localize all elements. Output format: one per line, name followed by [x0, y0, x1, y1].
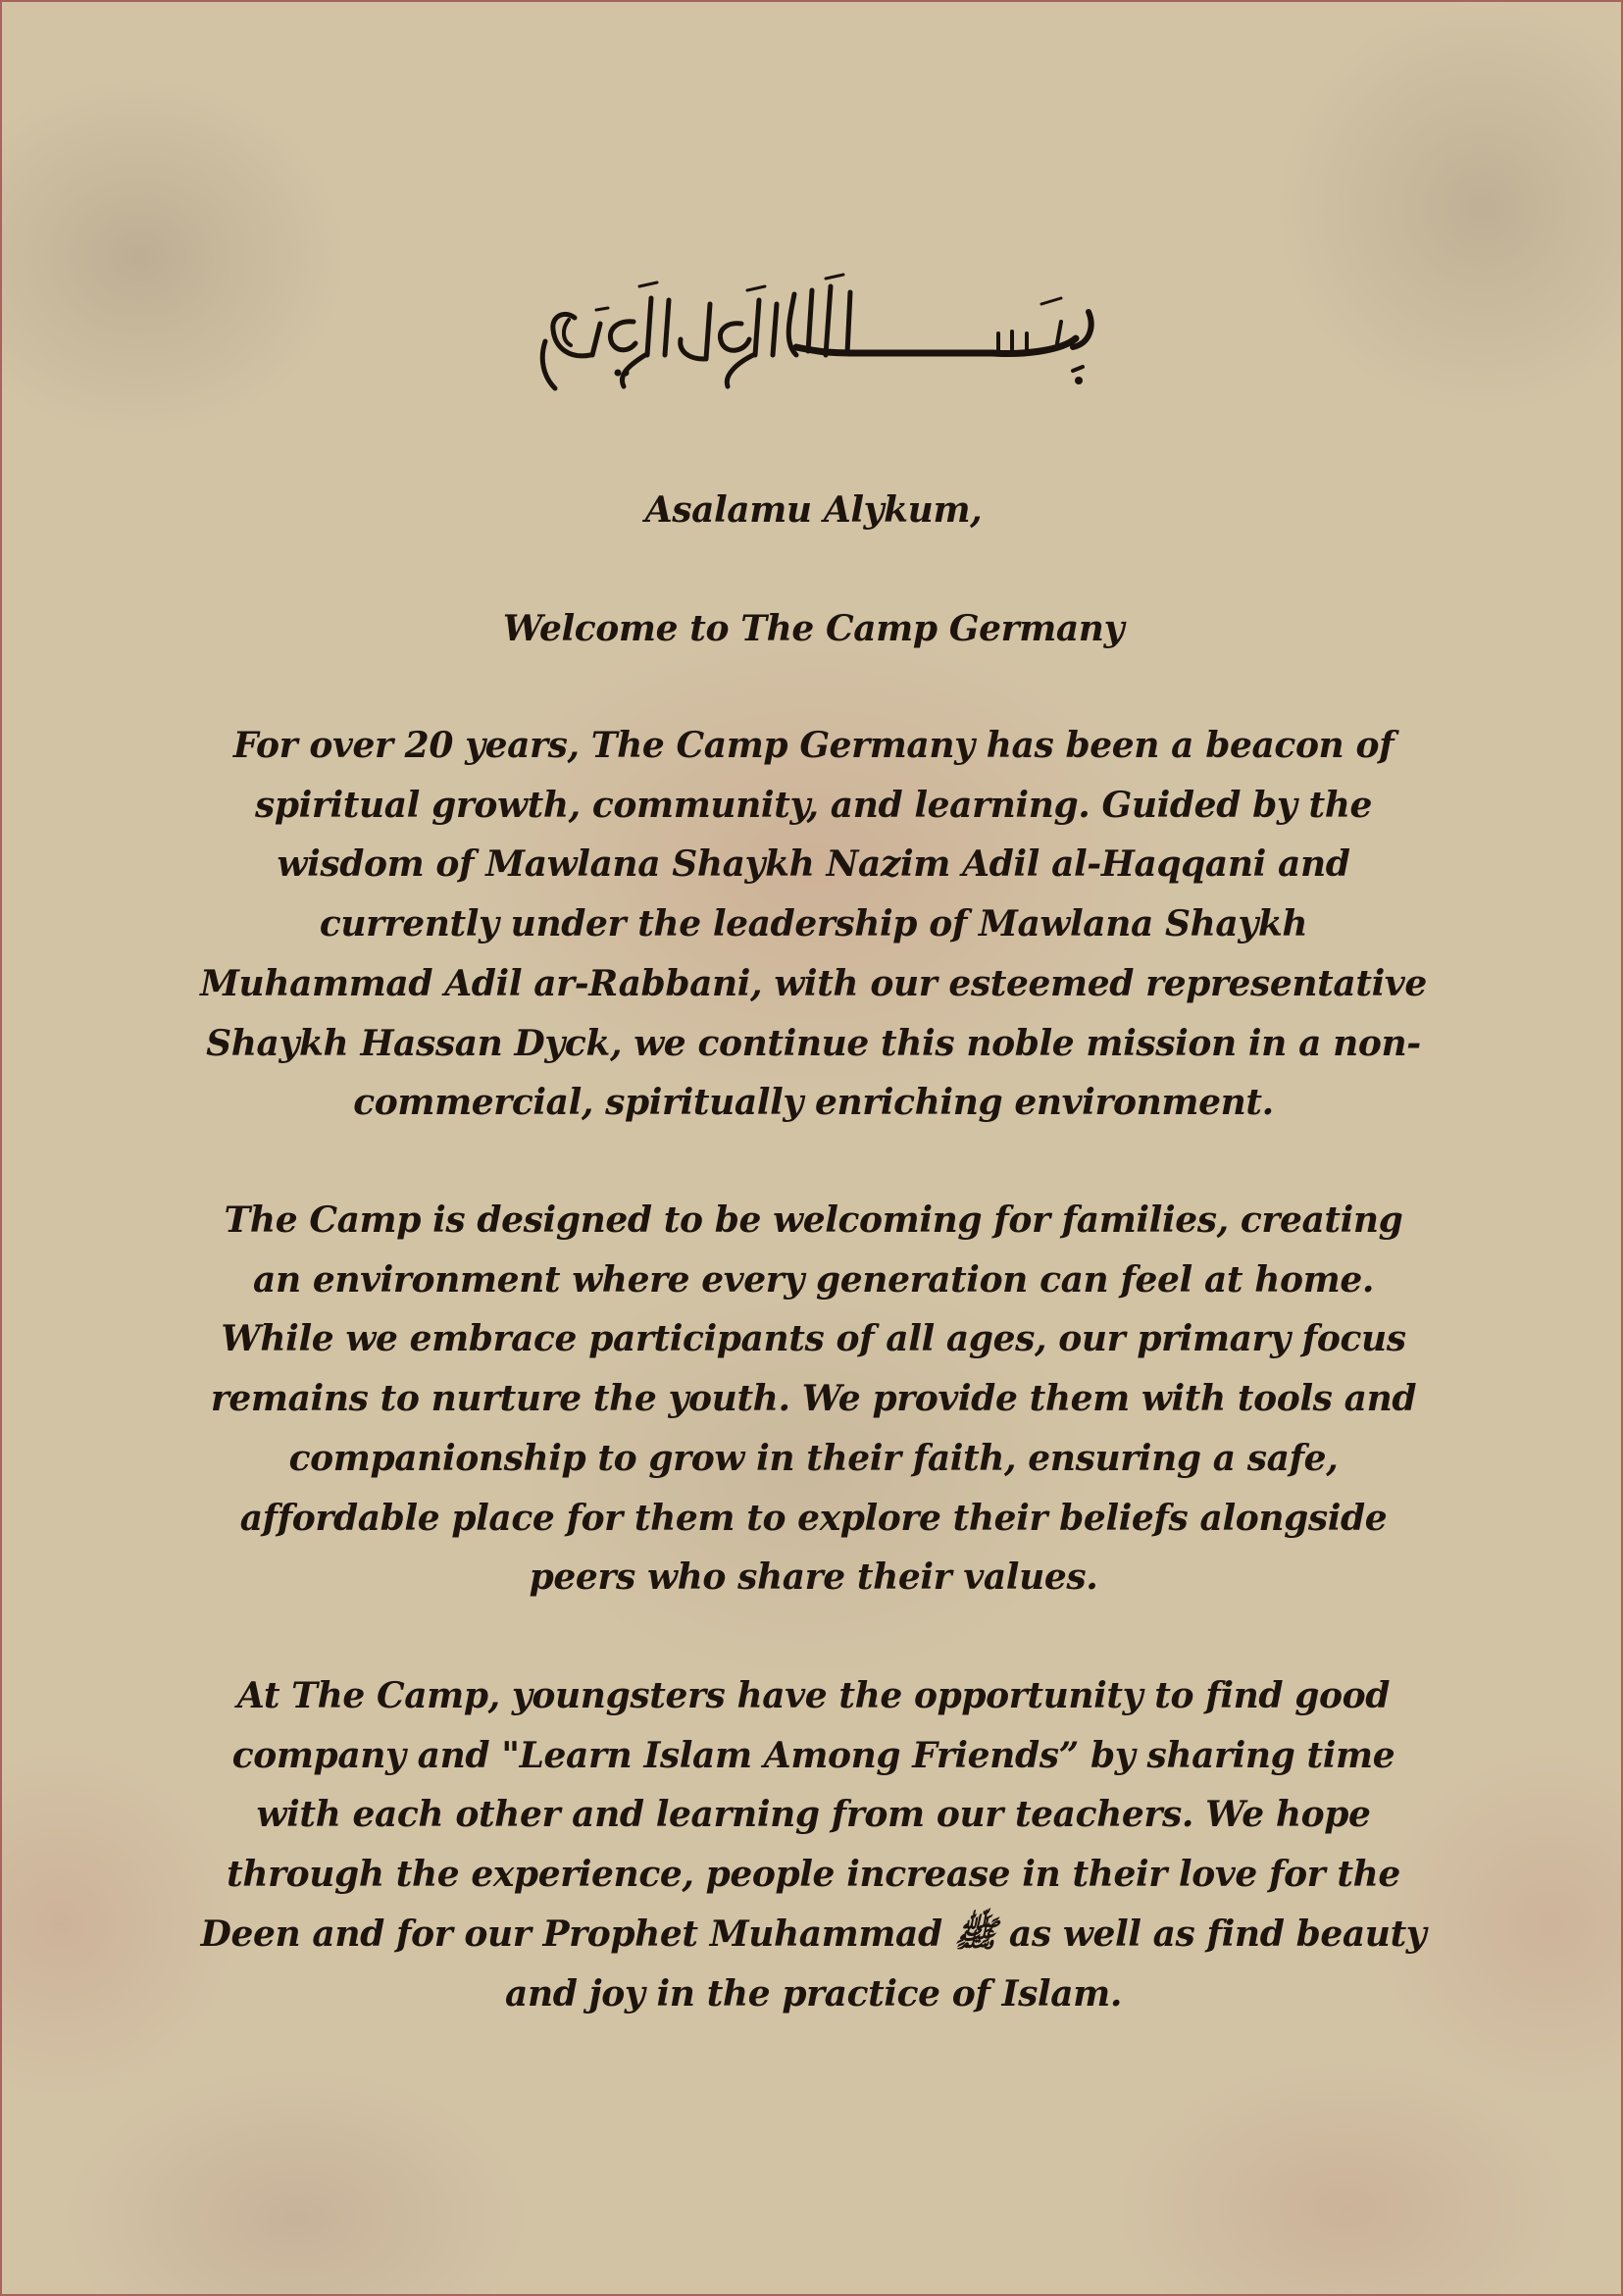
paragraph-history: For over 20 years, The Camp Germany has been a beacon of spiritual growth, community, and learning. Guided by the wisdom of Mawlana Shaykh Nazim Adil al-Haqqani and currently under the leadership of Mawlana Shaykh Muhammad Adil ar-Rabbani, with our esteemed representative Shaykh Hassan Dyck, we continue this noble mission in a non-commercial, spiritually enriching environment.: [200, 725, 1427, 1124]
paragraph-families: The Camp is designed to be welcoming for families, creating an environment where every generation can feel at home. While we embrace participants of all ages, our primary focus remains to nurture the youth. We provide them with tools and companionship to grow in their faith, ensuring a safe, affordable place for them to explore their beliefs alongside peers who share their values.: [210, 1199, 1417, 1599]
paragraph-youth: At The Camp, youngsters have the opportunity to find good company and "Learn Islam Among Friends” by sharing time with each other and learning from our teachers. We hope through the experience, people increase in their love for the Deen and for our Prophet Muhammad ﷺ as well as find beauty and joy in the practice of Islam.: [200, 1675, 1427, 2015]
basmala-calligraphy: [532, 265, 1100, 392]
greeting-line: Asalamu Alykum,: [644, 489, 983, 531]
welcome-heading: Welcome to The Camp Germany: [502, 608, 1125, 649]
